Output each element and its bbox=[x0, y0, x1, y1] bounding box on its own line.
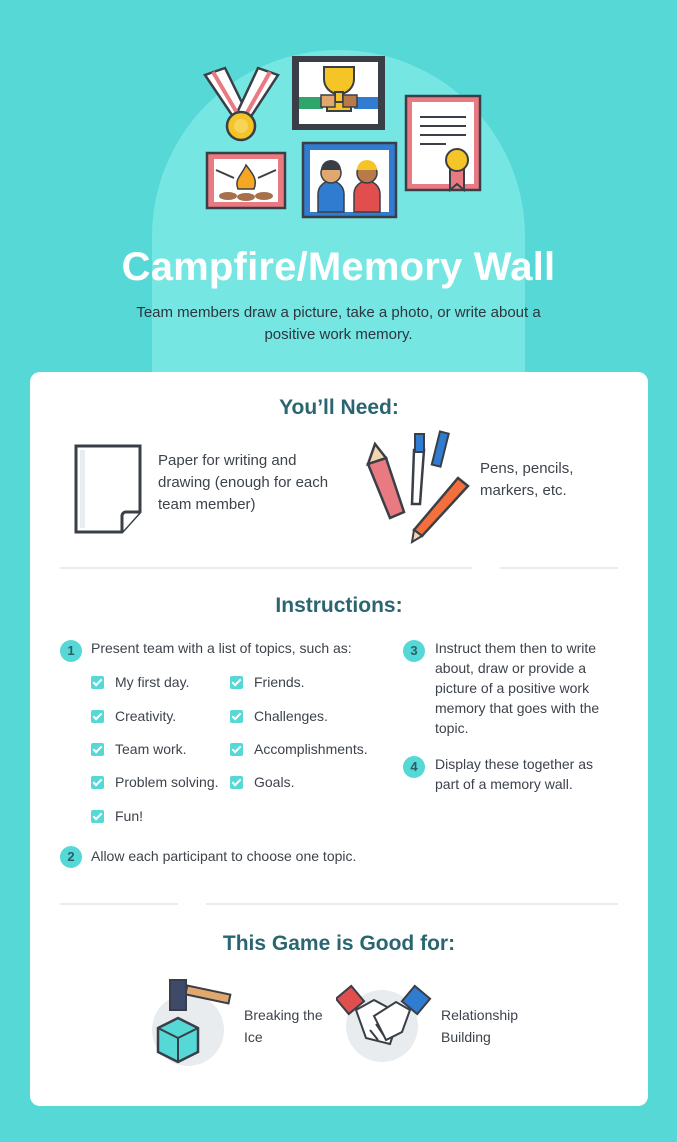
step-3-text: Instruct them then to write about, draw or provide a picture of a positive work memory that goes with the topic. bbox=[435, 640, 600, 736]
team-photo-frame-icon bbox=[303, 143, 396, 217]
topic-item: Accomplishments. bbox=[254, 741, 368, 757]
topic-item: My first day. bbox=[115, 674, 190, 690]
need-pens-text: Pens, pencils, markers, etc. bbox=[480, 460, 574, 499]
certificate-icon bbox=[406, 96, 480, 190]
divider bbox=[500, 567, 618, 569]
checkbox-icon bbox=[91, 743, 104, 756]
good-for-ice-text: Breaking the Ice bbox=[244, 1007, 323, 1045]
topic-item: Problem solving. bbox=[115, 774, 219, 790]
step-number-4: 4 bbox=[403, 756, 425, 778]
checkbox-icon bbox=[230, 710, 243, 723]
checkbox-icon bbox=[91, 810, 104, 823]
topic-item: Fun! bbox=[115, 808, 144, 824]
trophy-frame-icon bbox=[292, 56, 385, 130]
step-2-text: Allow each participant to choose one topic. bbox=[91, 848, 357, 864]
ice-hammer-icon bbox=[148, 976, 244, 1068]
topic-item: Challenges. bbox=[254, 708, 328, 724]
needs-heading: You’ll Need: bbox=[279, 396, 399, 419]
checkbox-icon bbox=[91, 776, 104, 789]
step-1-text: Present team with a list of topics, such as: bbox=[91, 640, 352, 656]
divider bbox=[206, 903, 618, 905]
pens-pencils-icon bbox=[362, 428, 472, 546]
instructions-heading: Instructions: bbox=[275, 594, 403, 617]
checkbox-icon bbox=[91, 710, 104, 723]
topic-item: Team work. bbox=[115, 741, 187, 757]
checkbox-icon bbox=[230, 776, 243, 789]
good-for-heading: This Game is Good for: bbox=[222, 932, 456, 955]
checkbox-icon bbox=[91, 676, 104, 689]
campfire-frame-icon bbox=[207, 153, 285, 208]
topic-item: Friends. bbox=[254, 674, 305, 690]
medal-icon bbox=[205, 68, 278, 140]
step-number-1: 1 bbox=[60, 640, 82, 662]
paper-icon bbox=[72, 442, 144, 536]
content-card bbox=[30, 372, 648, 1106]
checkbox-icon bbox=[230, 743, 243, 756]
step-4-text: Display these together as part of a memory wall. bbox=[435, 756, 593, 792]
divider bbox=[60, 903, 178, 905]
step-number-3: 3 bbox=[403, 640, 425, 662]
page-subtitle: Team members draw a picture, take a photo, or write about a positive work memory. bbox=[136, 304, 541, 343]
need-paper-text: Paper for writing and drawing (enough for each team member) bbox=[158, 452, 329, 513]
topic-item: Creativity. bbox=[115, 708, 177, 724]
handshake-icon bbox=[336, 982, 436, 1066]
step-number-2: 2 bbox=[60, 846, 82, 868]
divider bbox=[60, 567, 472, 569]
topic-item: Goals. bbox=[254, 774, 295, 790]
page-title: Campfire/Memory Wall bbox=[121, 245, 556, 289]
good-for-relationship-text: Relationship Building bbox=[441, 1007, 519, 1045]
checkbox-icon bbox=[230, 676, 243, 689]
